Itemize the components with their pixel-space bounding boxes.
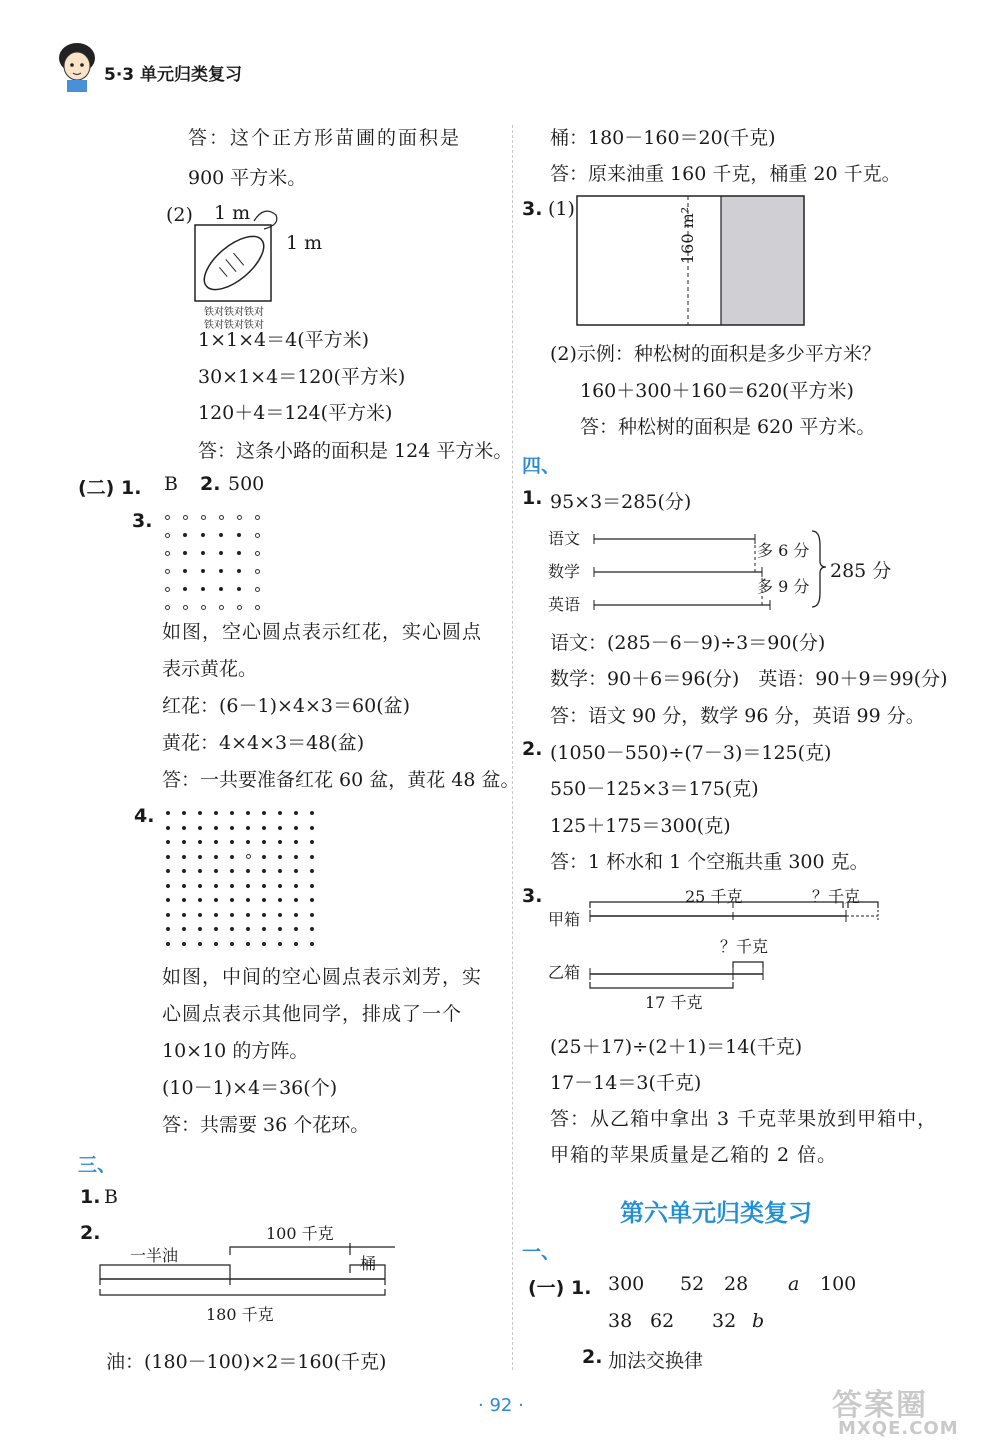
part-heading: (一) 1. — [528, 1277, 592, 1299]
diagram-label: ？千克 — [720, 937, 769, 956]
text-line: 900 平方米。 — [188, 167, 307, 189]
diagram-label: 17 千克 — [645, 993, 703, 1012]
text-line: 红花：(6－1)×4×3＝60(盆) — [162, 695, 411, 717]
text-line: 550－125×3＝175(克) — [550, 778, 759, 800]
text-line: 表示黄花。 — [162, 658, 258, 680]
figure-label: 1 m — [286, 232, 323, 254]
text-line: 125＋175＝300(克) — [550, 815, 731, 837]
text-line: 答：1 杯水和 1 个空瓶共重 300 克。 — [550, 851, 869, 873]
header-title: 5·3 单元归类复习 — [104, 65, 243, 85]
text-line: (2)示例：种松树的面积是多少平方米？ — [550, 343, 881, 365]
diagram-label: 桶 — [360, 1254, 377, 1273]
question-number: 4. — [134, 805, 155, 827]
section-heading: 四、 — [522, 455, 561, 477]
text-line: 17－14＝3(千克) — [550, 1072, 702, 1094]
section-heading: 一、 — [522, 1241, 561, 1263]
question-number: 3. — [132, 510, 153, 532]
figure-label: 1 m — [214, 202, 251, 224]
diagram-label: 25 千克 — [685, 887, 743, 906]
answer: B — [104, 1186, 118, 1208]
dot-grid-10x10 — [160, 806, 320, 951]
text-line: 答：一共要准备红花 60 盆，黄花 48 盆。 — [162, 769, 520, 791]
diagram-label: 乙箱 — [548, 963, 581, 982]
watermark-url: MXQE.COM — [838, 1418, 959, 1439]
part-label: (2) — [166, 204, 193, 226]
mascot-icon — [52, 38, 102, 94]
garden-path-figure — [192, 205, 282, 305]
text-line: 如图，空心圆点表示红花，实心圆点 — [162, 621, 483, 643]
question-number: 1. — [80, 1186, 101, 1208]
question-number: 3. — [522, 885, 543, 907]
text-line: 如图，中间的空心圆点表示刘芳，实 — [162, 966, 483, 988]
answer: B — [164, 473, 178, 495]
answer: 500 — [228, 473, 265, 495]
question-number: 2. — [582, 1346, 603, 1368]
text-line: 语文：(285－6－9)÷3＝90(分) — [550, 632, 826, 654]
part-label: (1) — [548, 198, 575, 220]
answer: 100 — [820, 1273, 857, 1295]
text-line: 答：这条小路的面积是 124 平方米。 — [198, 440, 513, 462]
text-line: 95×3＝285(分) — [550, 491, 692, 513]
diagram-label: 语文 — [548, 529, 581, 548]
text-line: 答：共需要 36 个花环。 — [162, 1114, 370, 1136]
column-divider — [512, 125, 513, 1370]
question-number: 2. — [200, 473, 221, 495]
diagram-label: 英语 — [548, 595, 581, 614]
question-number: 3. — [522, 198, 543, 220]
question-number: 2. — [522, 738, 543, 760]
answer: 32 — [712, 1310, 737, 1332]
text-line: 30×1×4＝120(平方米) — [198, 366, 406, 388]
section-heading: 三、 — [78, 1154, 117, 1176]
unit-title: 第六单元归类复习 — [620, 1199, 812, 1227]
answer: 28 — [724, 1273, 749, 1295]
text-line: 答：种松树的面积是 620 平方米。 — [580, 416, 876, 438]
text-line: (25＋17)÷(2＋1)＝14(千克) — [550, 1036, 803, 1058]
dot-grid-6x6 — [158, 508, 266, 616]
text-line: 答：语文 90 分，数学 96 分，英语 99 分。 — [550, 705, 925, 727]
question-number: 1. — [522, 487, 543, 509]
page-number: · 92 · — [478, 1395, 524, 1416]
answer: 62 — [650, 1310, 675, 1332]
text-line: 心圆点表示其他同学，排成了一个 — [162, 1003, 463, 1025]
figure-caption: 铁对铁对铁对 — [204, 320, 264, 331]
text-line: 120＋4＝124(平方米) — [198, 402, 393, 424]
text-line: 答：这个正方形苗圃的面积是 — [188, 127, 462, 149]
apple-boxes-diagram — [588, 900, 883, 990]
part-heading: (二) 1. — [78, 477, 142, 499]
diagram-label: 多 6 分 — [757, 541, 810, 560]
text-line: 桶：180－160＝20(千克) — [550, 127, 776, 149]
figure-caption: 铁对铁对铁对 — [204, 307, 264, 318]
rectangle-label: 160 m² — [678, 206, 697, 264]
text-line: 黄花：4×4×3＝48(盆) — [162, 732, 365, 754]
answer: 300 — [608, 1273, 645, 1295]
diagram-label: 180 千克 — [206, 1305, 274, 1324]
answer: 加法交换律 — [608, 1350, 704, 1372]
text-line: 甲箱的苹果质量是乙箱的 2 倍。 — [550, 1144, 838, 1166]
diagram-label: 数学 — [548, 562, 581, 581]
text-line: 答：从乙箱中拿出 3 千克苹果放到甲箱中， — [550, 1108, 938, 1130]
text-line: 油：(180－100)×2＝160(千克) — [106, 1351, 387, 1373]
text-line: 10×10 的方阵。 — [162, 1040, 309, 1062]
text-line: (1050－550)÷(7－3)＝125(克) — [550, 742, 832, 764]
text-line: 数学：90＋6＝96(分) 英语：90＋9＝99(分) — [550, 668, 948, 690]
diagram-label: 甲箱 — [548, 910, 581, 929]
text-line: 答：原来油重 160 千克，桶重 20 千克。 — [550, 163, 901, 185]
answer: 52 — [680, 1273, 705, 1295]
text-line: (10－1)×4＝36(个) — [162, 1077, 338, 1099]
watermark-logo: 答案圈 — [832, 1388, 928, 1423]
diagram-label: ？千克 — [812, 887, 861, 906]
text-line: 1×1×4＝4(平方米) — [198, 329, 370, 351]
answer: b — [752, 1310, 765, 1332]
text-line: 160＋300＋160＝620(平方米) — [580, 380, 854, 402]
question-number: 2. — [80, 1222, 101, 1244]
answer: a — [788, 1273, 800, 1295]
answer: 38 — [608, 1310, 633, 1332]
diagram-label: 100 千克 — [266, 1224, 334, 1243]
diagram-label: 多 9 分 — [757, 577, 810, 596]
diagram-label: 一半油 — [130, 1246, 179, 1265]
diagram-label: 285 分 — [830, 560, 892, 582]
